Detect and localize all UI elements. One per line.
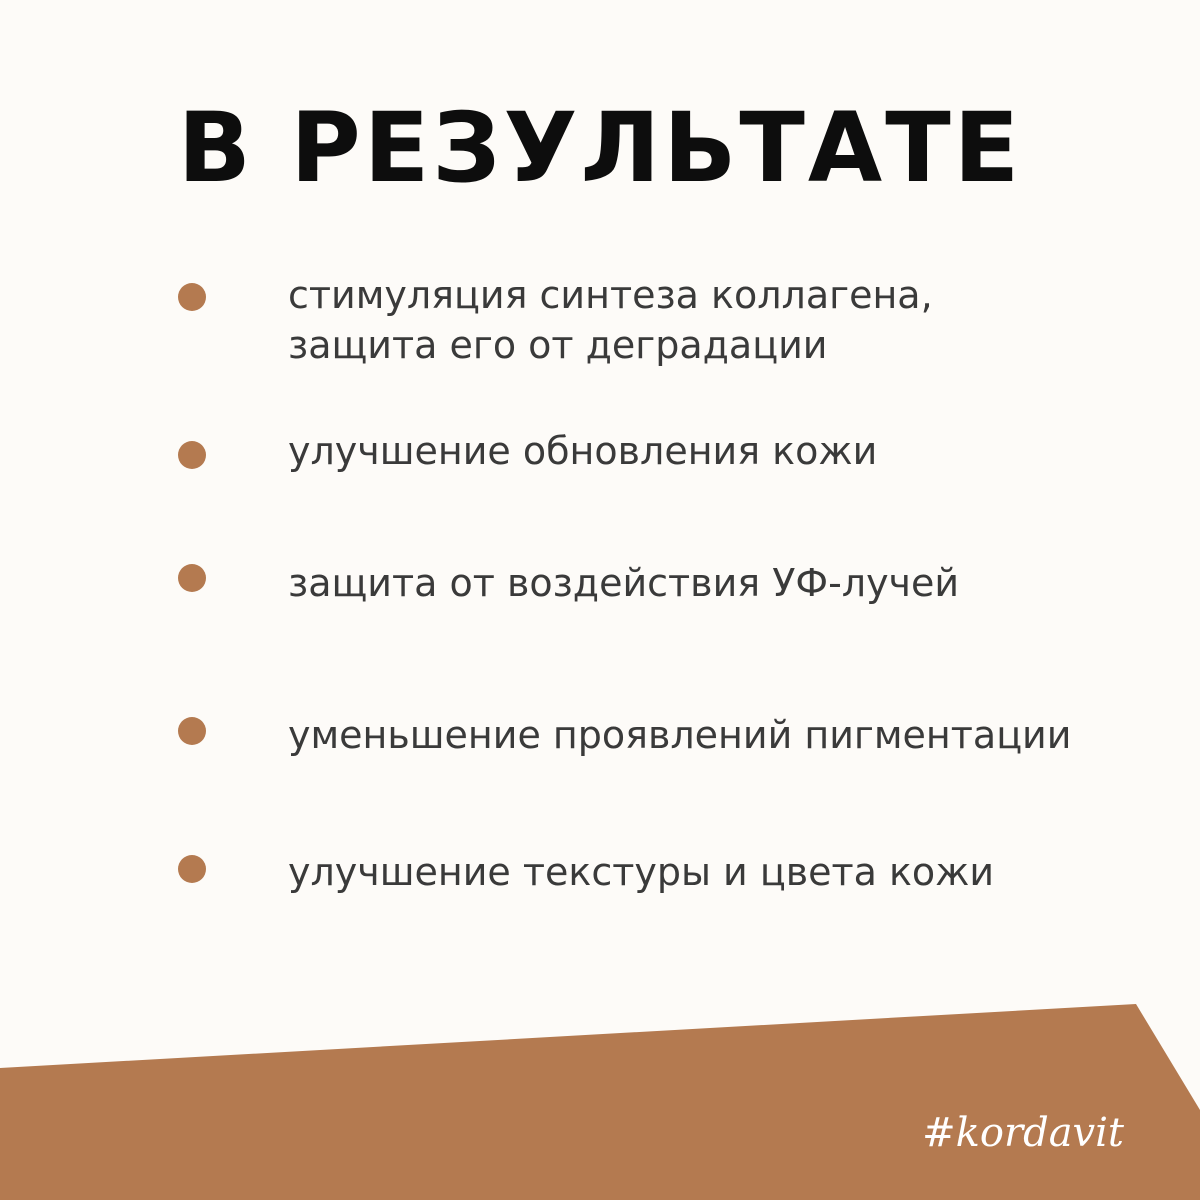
accent-band-shape (0, 1004, 1200, 1200)
list-item-line: уменьшение проявлений пигментации (288, 713, 1072, 757)
list-item-line: защита от воздействия УФ-лучей (288, 561, 960, 605)
page-title: В РЕЗУЛЬТАТЕ (177, 92, 1023, 204)
list-item-line: защита его от деградации (288, 323, 828, 367)
list-item-line: улучшение текстуры и цвета кожи (288, 850, 995, 894)
brand-hashtag: #kordavit (922, 1110, 1124, 1156)
list-item-line: улучшение обновления кожи (288, 429, 878, 473)
list-item-line: стимуляция синтеза коллагена, (288, 273, 933, 317)
